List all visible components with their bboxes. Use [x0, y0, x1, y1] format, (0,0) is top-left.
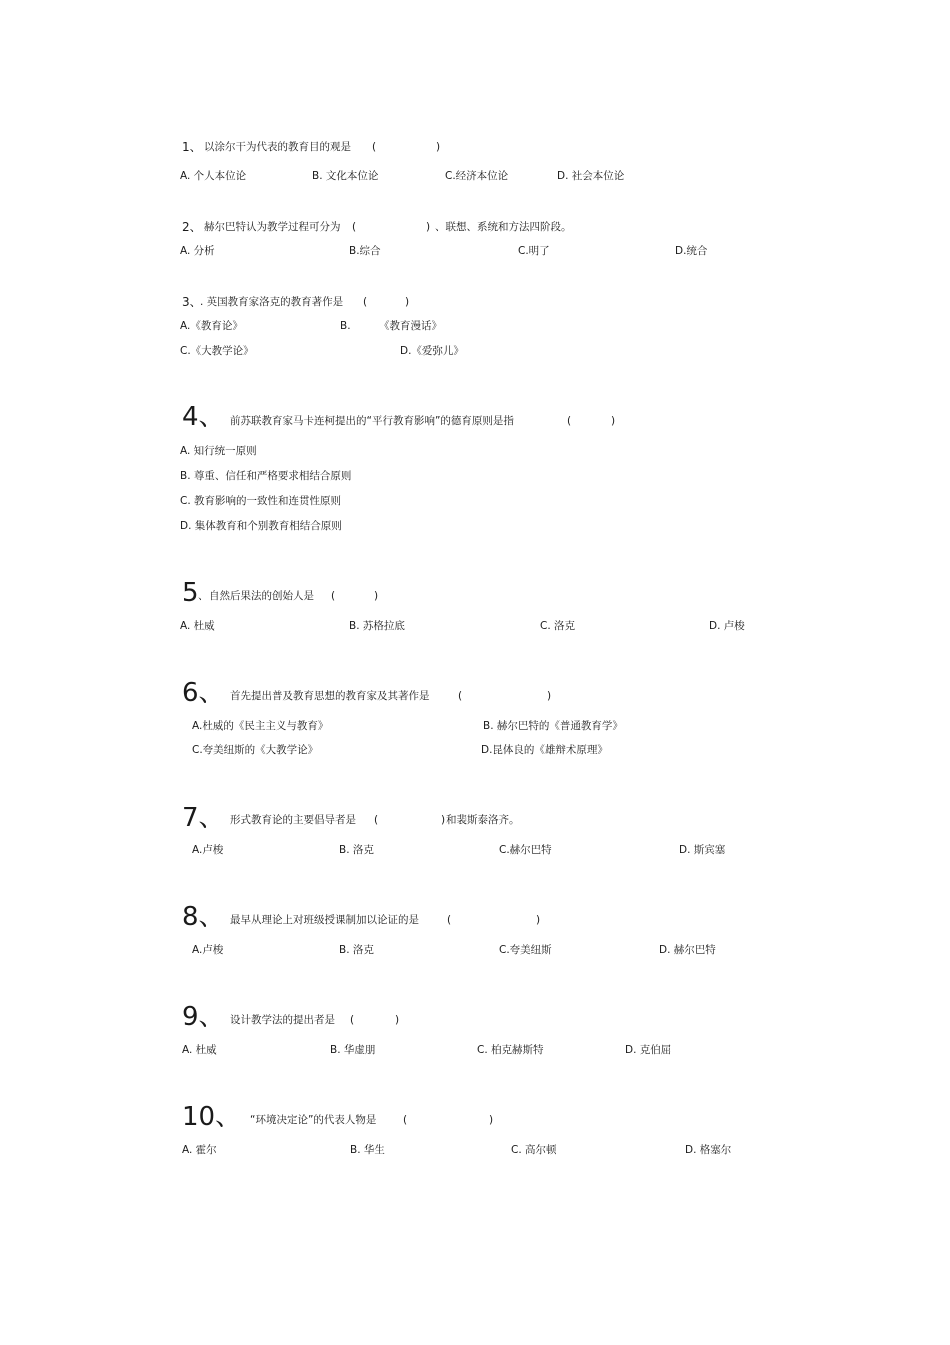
option: D. 集体教育和个别教育相结合原则 [180, 520, 342, 532]
answer-blank-close: ) [426, 221, 431, 233]
option: A. 杜威 [182, 1044, 217, 1056]
question-number: 4、 [182, 402, 225, 432]
question-stem: 前苏联教育家马卡连柯提出的“平行教育影响”的德育原则是指 [230, 415, 514, 427]
answer-blank-open: ( [352, 221, 357, 233]
option: A.《教育论》 [180, 320, 243, 332]
option: B. 华生 [350, 1144, 385, 1156]
option: B. 洛克 [339, 844, 374, 856]
answer-blank-open: ( [363, 296, 368, 308]
question-stem-tail: 和裴斯泰洛齐。 [446, 814, 520, 826]
question-stem: 最早从理论上对班级授课制加以论证的是 [230, 914, 419, 926]
answer-blank-open: ( [403, 1114, 408, 1126]
option: D. 卢梭 [709, 620, 745, 632]
question-number-separator: 、 [198, 590, 209, 602]
question-number: 3、 [182, 295, 202, 309]
option: C.明了 [518, 245, 550, 257]
option: D.统合 [675, 245, 708, 257]
option: B. 尊重、信任和严格要求相结合原则 [180, 470, 352, 482]
question-stem: 形式教育论的主要倡导者是 [230, 814, 356, 826]
option: B. 赫尔巴特的《普通教育学》 [483, 720, 623, 732]
option: A.卢梭 [192, 844, 224, 856]
option: C. 洛克 [540, 620, 576, 632]
option: C.夸美纽斯的《大教学论》 [192, 744, 319, 756]
question-number: 7、 [182, 803, 225, 833]
answer-blank-open: ( [372, 141, 377, 153]
question-stem: 自然后果法的创始人是 [209, 590, 314, 602]
answer-blank-close: ) [536, 914, 541, 926]
question-number: 10、 [182, 1102, 242, 1132]
question-stem: . 英国教育家洛克的教育著作是 [200, 296, 344, 308]
option: A. 霍尔 [182, 1144, 217, 1156]
answer-blank-open: ( [447, 914, 452, 926]
question-number: 5 [182, 578, 199, 608]
option: B.综合 [349, 245, 381, 257]
question-stem: 首先提出普及教育思想的教育家及其著作是 [230, 690, 430, 702]
question-number: 9、 [182, 1002, 225, 1032]
question-number: 6、 [182, 678, 225, 708]
answer-blank-open: ( [567, 415, 572, 427]
question-number: 8、 [182, 902, 225, 932]
option: C. 教育影响的一致性和连贯性原则 [180, 495, 342, 507]
answer-blank-close: ) [489, 1114, 494, 1126]
option: C.赫尔巴特 [499, 844, 552, 856]
option: A.杜威的《民主主义与教育》 [192, 720, 329, 732]
option: B. 华虚朋 [330, 1044, 376, 1056]
option: B. 苏格拉底 [349, 620, 405, 632]
option: D.《爱弥儿》 [400, 345, 464, 357]
option: D. 社会本位论 [557, 170, 625, 182]
option: D. 赫尔巴特 [659, 944, 716, 956]
option: C.经济本位论 [445, 170, 509, 182]
answer-blank-close: ) [436, 141, 441, 153]
answer-blank-open: ( [458, 690, 463, 702]
option: C.《大教学论》 [180, 345, 254, 357]
question-stem: 设计教学法的提出者是 [230, 1014, 335, 1026]
answer-blank-open: ( [374, 814, 379, 826]
option: A. 分析 [180, 245, 215, 257]
option: C. 柏克赫斯特 [477, 1044, 544, 1056]
question-stem-tail: 、联想、系统和方法四阶段。 [435, 221, 572, 233]
question-stem: “环境决定论”的代表人物是 [250, 1114, 377, 1126]
answer-blank-close: ) [611, 415, 616, 427]
question-stem: 赫尔巴特认为教学过程可分为 [204, 221, 341, 233]
option: D. 克伯屈 [625, 1044, 672, 1056]
answer-blank-close: ) [441, 814, 446, 826]
option: A. 杜威 [180, 620, 215, 632]
answer-blank-close: ) [405, 296, 410, 308]
answer-blank-open: ( [350, 1014, 355, 1026]
option: D. 斯宾塞 [679, 844, 726, 856]
question-number: 1、 [182, 140, 202, 154]
option: C.夸美纽斯 [499, 944, 552, 956]
option: D. 格塞尔 [685, 1144, 732, 1156]
option: A. 知行统一原则 [180, 445, 257, 457]
option: 《教育漫话》 [379, 320, 442, 332]
option: A. 个人本位论 [180, 170, 247, 182]
option: C. 高尔顿 [511, 1144, 557, 1156]
question-stem: 以涂尔干为代表的教育目的观是 [204, 141, 351, 153]
answer-blank-close: ) [547, 690, 552, 702]
answer-blank-close: ) [395, 1014, 400, 1026]
answer-blank-close: ) [374, 590, 379, 602]
answer-blank-open: ( [331, 590, 336, 602]
option: B. 文化本位论 [312, 170, 379, 182]
option: B. 洛克 [339, 944, 374, 956]
option: A.卢梭 [192, 944, 224, 956]
option: D.昆体良的《雄辩术原理》 [481, 744, 608, 756]
question-number: 2、 [182, 220, 202, 234]
option: B. [340, 320, 351, 332]
